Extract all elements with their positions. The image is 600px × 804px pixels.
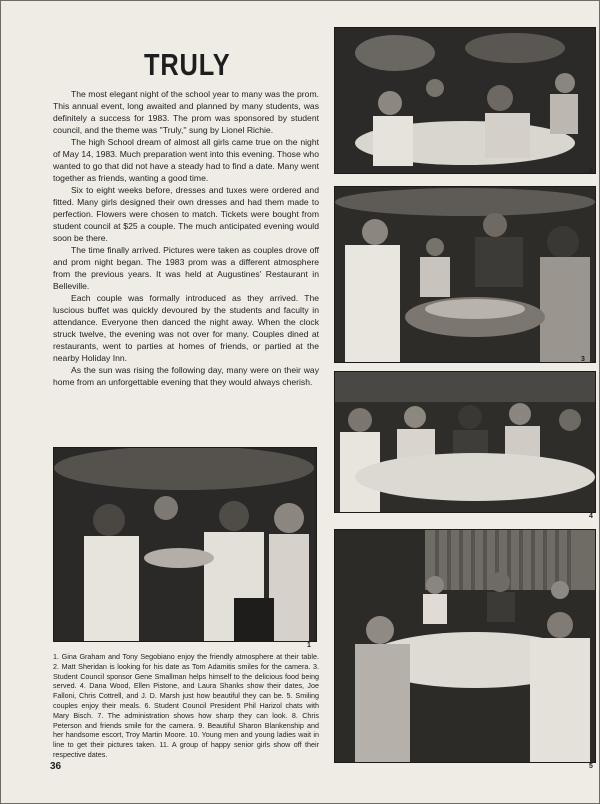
paragraph: The high School dream of almost all girls came true on the night of May 14, 1983. Much preparation went into this evening. Those who wanted to go that did not have a steady had to find a date. Many went together as friends, wanting a good time. xyxy=(53,137,319,183)
paragraph: As the sun was rising the following day, many were on their way home from an unforgettable evening that they would always cherish. xyxy=(53,365,319,387)
photo-3 xyxy=(334,186,596,363)
photo-number: 3 xyxy=(581,356,585,363)
photo-1 xyxy=(53,447,317,642)
article-body xyxy=(53,88,319,388)
page-number: 36 xyxy=(50,761,62,772)
paragraph: The time finally arrived. Pictures were taken as couples drove off and prom night began. The 1983 prom was a different atmosphere from the previous years. It was held at Augustines' Restaurant in Belleville. xyxy=(53,245,319,291)
paragraph: The most elegant night of the school year to many was the prom. This annual event, long awaited and planned by many students, was definitely a success for 1983. The prom was sponsored by student council, and the theme was ''Truly,'' sung by Lionel Richie. xyxy=(53,89,319,135)
paragraph: Each couple was formally introduced as they arrived. The luscious buffet was quickly devoured by the students and faculty in attendance. Everyone then danced the night away. When the clock struck twelve, the evening was not over for many. Couples dined at restaurants, went to parties at homes of friends, or partied at the nearby Holiday Inn. xyxy=(53,293,319,363)
paragraph: Six to eight weeks before, dresses and tuxes were ordered and fitted. Many girls designed their own dresses and had them made to perfection. Flowers were chosen to match. Tickets were bought from student council at $25 a couple. The much anticipated evening would soon be there. xyxy=(53,185,319,243)
photo-5 xyxy=(334,529,596,763)
photo-4 xyxy=(334,371,596,513)
photo-number: 2 xyxy=(589,168,593,175)
photo-2 xyxy=(334,27,596,174)
photo-number: 5 xyxy=(589,763,593,770)
photo-captions: 1. Gina Graham and Tony Segobiano enjoy the friendly atmosphere at their table. 2. Matt Sheridan is looking for his date as Tom Adamitis smiles for the camera. 3. Student Council sponsor Gene Smallman helps himself to the delicious food being served. 4. Dana Wood, Ellen Pistone, and Laura Shanks show their dates, Joe Falloni, Chris Cottrell, and J. D. Marsh just how beautiful they can be. 5. Smiling couples enjoy their meals. 6. Student Council President Phil Harizol chats with Mary Bisch. 7. The administration shows how sharp they can look. 8. Chris Peterson and friends smile for the camera. 9. Beautiful Sharon Blankenship and her handsome escort, Troy Martin Moore. 10. Young men and young ladies wait in line to get their pictures taken. 11. A group of happy senior girls show off their respective dates. xyxy=(53,652,319,759)
photo-number: 4 xyxy=(589,513,593,520)
photo-number: 1 xyxy=(307,642,311,649)
page-title: TRULY xyxy=(144,47,231,82)
